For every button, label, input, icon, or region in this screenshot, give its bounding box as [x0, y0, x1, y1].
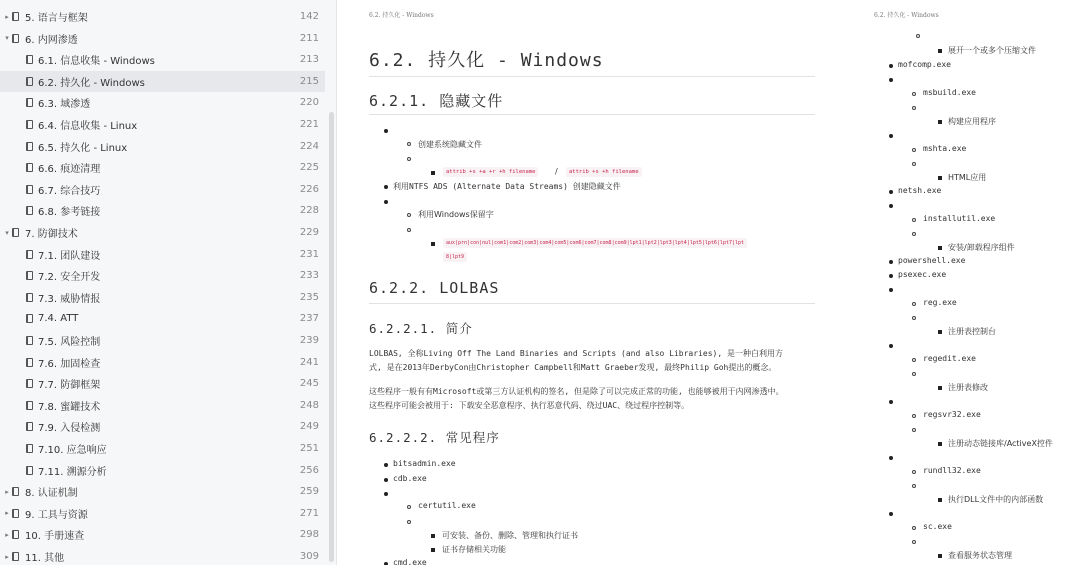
toc-item-label: 6.8. 参考链接 — [38, 207, 101, 219]
subsubsection-heading-intro: 6.2.2.1. 简介 — [369, 321, 473, 336]
book-icon — [12, 228, 19, 237]
toc-item[interactable] — [0, 438, 325, 459]
list-item: msbuild.exe — [923, 88, 976, 97]
book-icon — [26, 466, 33, 475]
list-item: HTML应用 — [948, 173, 987, 182]
bullet — [912, 218, 916, 222]
book-icon — [12, 509, 19, 518]
list-item: bitsadmin.exe — [393, 459, 456, 468]
toc-item[interactable] — [0, 330, 325, 351]
bullet — [938, 49, 942, 53]
toc-item[interactable] — [0, 308, 325, 329]
toc-item[interactable] — [0, 114, 325, 135]
caret-right-icon[interactable]: ▸ — [5, 12, 9, 21]
bullet — [889, 64, 893, 68]
bullet — [912, 526, 916, 530]
toc-item-label: 7.1. 团队建设 — [38, 250, 101, 262]
bullet — [431, 534, 435, 538]
bullet — [912, 470, 916, 474]
toc-item[interactable] — [0, 395, 325, 416]
toc-item-label: 7.9. 入侵检测 — [38, 423, 101, 435]
toc-item-page-number: 245 — [299, 378, 319, 390]
bullet — [938, 176, 942, 180]
bullet — [889, 274, 893, 278]
toc-item-label: 7.5. 风险控制 — [38, 337, 101, 348]
toc-item[interactable] — [0, 71, 325, 92]
toc-item-label: 8. 认证机制 — [25, 488, 78, 500]
toc-item-label: 6.6. 痕迹清理 — [38, 164, 101, 176]
book-icon — [26, 206, 33, 215]
toc-item-label: 7.11. 溯源分析 — [38, 466, 107, 478]
toc-item-page-number: 235 — [299, 291, 319, 303]
bullet — [889, 512, 893, 516]
toc-item[interactable] — [0, 200, 325, 221]
book-icon — [26, 98, 33, 107]
caret-right-icon[interactable]: ▸ — [5, 509, 9, 518]
toc-item-label: 6.1. 信息收集 - Windows — [38, 56, 155, 68]
toc-item-page-number: 298 — [299, 529, 319, 541]
toc-item[interactable] — [0, 6, 325, 27]
toc-item-label: 6.3. 域渗透 — [38, 99, 91, 111]
toc-item-page-number: 239 — [299, 335, 319, 346]
list-item: psexec.exe — [898, 270, 947, 279]
section-title: 6.2. 持久化 - Windows — [369, 50, 604, 71]
toc-item-page-number: 228 — [299, 205, 319, 217]
list-item: netsh.exe — [898, 186, 942, 195]
code-span: 8|lpt9 — [443, 252, 467, 262]
code-span: attrib +s +h filename — [566, 167, 642, 177]
bullet — [912, 414, 916, 418]
toc-item[interactable] — [0, 136, 325, 157]
bullet — [912, 162, 916, 166]
bullet — [384, 478, 388, 482]
document-page-right — [850, 0, 1080, 565]
book-icon — [26, 379, 33, 388]
list-item: 执行DLL文件中的内部函数 — [948, 495, 1044, 504]
toc-item-label: 7.7. 防御框架 — [38, 380, 101, 392]
toc-item-page-number: 142 — [299, 11, 319, 22]
toc-item-page-number: 233 — [299, 270, 319, 282]
bullet — [912, 540, 916, 544]
bullet — [889, 134, 893, 138]
toc-item[interactable] — [0, 481, 325, 502]
sidebar-scrollbar[interactable] — [329, 112, 334, 562]
list-item: mofcomp.exe — [898, 60, 951, 69]
bullet — [431, 548, 435, 552]
book-icon — [26, 314, 33, 323]
subsection-heading-hidden-files: 6.2.1. 隐藏文件 — [369, 92, 504, 110]
table-of-contents — [0, 0, 337, 565]
bullet — [889, 190, 893, 194]
bullet — [938, 246, 942, 250]
list-item: regsvr32.exe — [923, 410, 981, 419]
toc-item-page-number: 249 — [299, 421, 319, 433]
bullet — [889, 400, 893, 404]
code-span: attrib +s +a +r +h filename — [443, 167, 538, 177]
bullet — [912, 232, 916, 236]
toc-item-label: 7. 防御技术 — [25, 229, 78, 240]
book-icon — [26, 142, 33, 151]
bullet — [384, 200, 388, 204]
bullet — [889, 78, 893, 82]
book-icon — [26, 77, 33, 86]
toc-item-page-number: 229 — [299, 227, 319, 238]
list-item: rundll32.exe — [923, 466, 981, 475]
bullet — [938, 442, 942, 446]
paragraph-line: 式, 是在2013年DerbyCon由Christopher Campbell和Matt Graeber发现, 最终Philip Goh提出的概念。 — [369, 363, 777, 372]
list-item: 安装/卸载程序组件 — [948, 243, 1015, 252]
toc-item[interactable] — [0, 92, 325, 113]
toc-item-label: 7.4. ATT — [38, 313, 79, 325]
bullet — [889, 456, 893, 460]
caret-down-icon[interactable]: ▾ — [5, 34, 9, 43]
caret-right-icon[interactable]: ▸ — [5, 530, 9, 539]
running-head: 6.2. 持久化 - Windows — [369, 12, 434, 19]
toc-item-label: 7.8. 蜜罐技术 — [38, 401, 101, 413]
book-icon — [26, 163, 33, 172]
bullet — [938, 386, 942, 390]
list-item: 证书存储相关功能 — [442, 545, 506, 554]
list-item: 注册动态链接库/ActiveX控件 — [948, 439, 1053, 448]
toc-item[interactable] — [0, 244, 325, 265]
bullet — [407, 157, 411, 161]
list-item: cdb.exe — [393, 474, 427, 483]
toc-item-page-number: 237 — [299, 313, 319, 325]
paragraph-line: 这些程序一般有有Microsoft或第三方认证机构的签名, 但是除了可以完成正常的功能, 也能够被用于内网渗透中。 — [369, 387, 784, 396]
toc-item-page-number: 251 — [299, 443, 319, 454]
toc-item-label: 7.2. 安全开发 — [38, 272, 101, 284]
list-item: 注册表修改 — [948, 383, 988, 392]
divider — [369, 114, 815, 115]
toc-item-page-number: 256 — [299, 464, 319, 476]
toc-item-page-number: 226 — [299, 183, 319, 195]
subsubsection-heading-common-programs: 6.2.2.2. 常见程序 — [369, 430, 500, 445]
book-icon — [12, 552, 19, 561]
caret-right-icon[interactable]: ▸ — [5, 552, 9, 561]
list-item: cmd.exe — [393, 558, 427, 565]
book-icon — [26, 271, 33, 280]
toc-item[interactable] — [0, 503, 325, 524]
toc-item-page-number: 271 — [299, 507, 319, 519]
bullet — [912, 484, 916, 488]
bullet — [407, 505, 411, 509]
toc-item-page-number: 231 — [299, 248, 319, 260]
bullet — [889, 260, 893, 264]
bullet — [912, 358, 916, 362]
toc-item-page-number: 225 — [299, 162, 319, 174]
bullet — [384, 492, 388, 496]
toc-item[interactable] — [0, 157, 325, 178]
caret-down-icon[interactable]: ▾ — [5, 228, 9, 237]
bullet — [889, 288, 893, 292]
divider — [369, 76, 815, 77]
book-icon — [26, 185, 33, 194]
book-icon — [26, 422, 33, 431]
bullet — [912, 428, 916, 432]
book-icon — [26, 444, 33, 453]
toc-item[interactable] — [0, 222, 325, 243]
bullet — [431, 242, 435, 246]
bullet — [912, 148, 916, 152]
toc-item[interactable] — [0, 352, 325, 373]
bullet — [912, 372, 916, 376]
list-item: certutil.exe — [418, 501, 476, 510]
bullet — [384, 129, 388, 133]
bullet — [407, 520, 411, 524]
list-item: 查看服务状态管理 — [948, 551, 1012, 560]
toc-item-page-number: 213 — [299, 54, 319, 66]
bullet — [916, 34, 920, 38]
toc-item-label: 6.7. 综合技巧 — [38, 185, 101, 197]
toc-item-label: 7.10. 应急响应 — [38, 445, 107, 456]
bullet — [407, 213, 411, 217]
toc-item-page-number: 215 — [299, 75, 319, 87]
toc-item-label: 6.5. 持久化 - Linux — [38, 142, 128, 154]
toc-item[interactable] — [0, 265, 325, 286]
bullet — [938, 498, 942, 502]
paragraph-line: LOLBAS, 全称Living Off The Land Binaries and Scripts (and also Libraries), 是一种白利用方 — [369, 349, 783, 358]
list-item: 构建应用程序 — [948, 117, 996, 126]
list-item: reg.exe — [923, 298, 957, 307]
toc-item-page-number: 220 — [299, 97, 319, 109]
book-icon — [26, 250, 33, 259]
bullet — [938, 554, 942, 558]
toc-item-label: 6. 内网渗透 — [25, 34, 78, 46]
toc-item[interactable] — [0, 179, 325, 200]
toc-item-label: 5. 语言与框架 — [25, 13, 88, 24]
book-icon — [12, 34, 19, 43]
bullet — [889, 344, 893, 348]
code-span: aux|prn|con|nul|com1|com2|com3|com4|com5|com6|com7|com8|com9|lpt1|lpt2|lpt3|lpt4|lpt5|lpt6|lpt7|lpt — [443, 238, 747, 248]
toc-item-label: 10. 手册速查 — [25, 531, 85, 543]
toc-item-page-number: 211 — [299, 32, 319, 44]
toc-item-label: 6.2. 持久化 - Windows — [38, 77, 145, 89]
toc-item-label: 7.6. 加固检查 — [38, 358, 101, 370]
list-item: powershell.exe — [898, 256, 966, 265]
toc-item-page-number: 224 — [299, 140, 319, 152]
list-item: 展开一个或多个压缩文件 — [948, 46, 1036, 55]
toc-item[interactable] — [0, 460, 325, 481]
book-icon — [26, 336, 33, 345]
bullet — [407, 228, 411, 232]
toc-item-label: 11. 其他 — [25, 553, 65, 564]
separator-text: / — [555, 167, 558, 176]
toc-item-page-number: 259 — [299, 486, 319, 498]
toc-item-page-number: 248 — [299, 399, 319, 411]
bullet — [912, 106, 916, 110]
book-icon — [26, 401, 33, 410]
toc-item-page-number: 309 — [299, 551, 319, 562]
toc-item[interactable] — [0, 49, 325, 70]
book-icon — [12, 12, 19, 21]
list-item: 创建系统隐藏文件 — [418, 140, 482, 149]
toc-item[interactable] — [0, 287, 325, 308]
book-icon — [26, 55, 33, 64]
running-head: 6.2. 持久化 - Windows — [874, 12, 939, 19]
toc-item[interactable] — [0, 416, 325, 437]
document-page-left — [343, 0, 841, 565]
subsection-heading-lolbas: 6.2.2. LOLBAS — [369, 279, 500, 297]
book-icon — [26, 120, 33, 129]
list-item: installutil.exe — [923, 214, 996, 223]
bullet — [431, 171, 435, 175]
toc-item[interactable] — [0, 524, 325, 545]
bullet — [938, 330, 942, 334]
toc-item-label: 7.3. 威胁情报 — [38, 293, 101, 305]
bullet — [912, 316, 916, 320]
bullet — [912, 92, 916, 96]
toc-item-label: 9. 工具与资源 — [25, 509, 88, 521]
caret-right-icon[interactable]: ▸ — [5, 487, 9, 496]
list-item: mshta.exe — [923, 144, 967, 153]
book-icon — [26, 293, 33, 302]
toc-item[interactable] — [0, 373, 325, 394]
list-item: 注册表控制台 — [948, 327, 996, 336]
paragraph-line: 这些程序可能会被用于: 下载安全恶意程序、执行恶意代码、绕过UAC、绕过程序控制等。 — [369, 401, 690, 410]
book-icon — [12, 487, 19, 496]
book-icon — [26, 358, 33, 367]
list-item: regedit.exe — [923, 354, 976, 363]
list-item: 利用NTFS ADS (Alternate Data Streams) 创建隐藏文件 — [393, 182, 621, 191]
bullet — [384, 463, 388, 467]
toc-item-label: 6.4. 信息收集 - Linux — [38, 121, 138, 132]
bullet — [889, 204, 893, 208]
list-item: 可安装、备份、删除、管理和执行证书 — [442, 531, 578, 540]
toc-item-page-number: 221 — [299, 119, 319, 130]
list-item: 利用Windows保留字 — [418, 210, 494, 219]
book-icon — [12, 530, 19, 539]
bullet — [938, 120, 942, 124]
bullet — [912, 302, 916, 306]
list-item: sc.exe — [923, 522, 952, 531]
bullet — [407, 142, 411, 146]
divider — [369, 303, 815, 304]
toc-item[interactable] — [0, 546, 325, 565]
bullet — [384, 185, 388, 189]
toc-item[interactable] — [0, 28, 325, 49]
toc-item-page-number: 241 — [299, 356, 319, 368]
